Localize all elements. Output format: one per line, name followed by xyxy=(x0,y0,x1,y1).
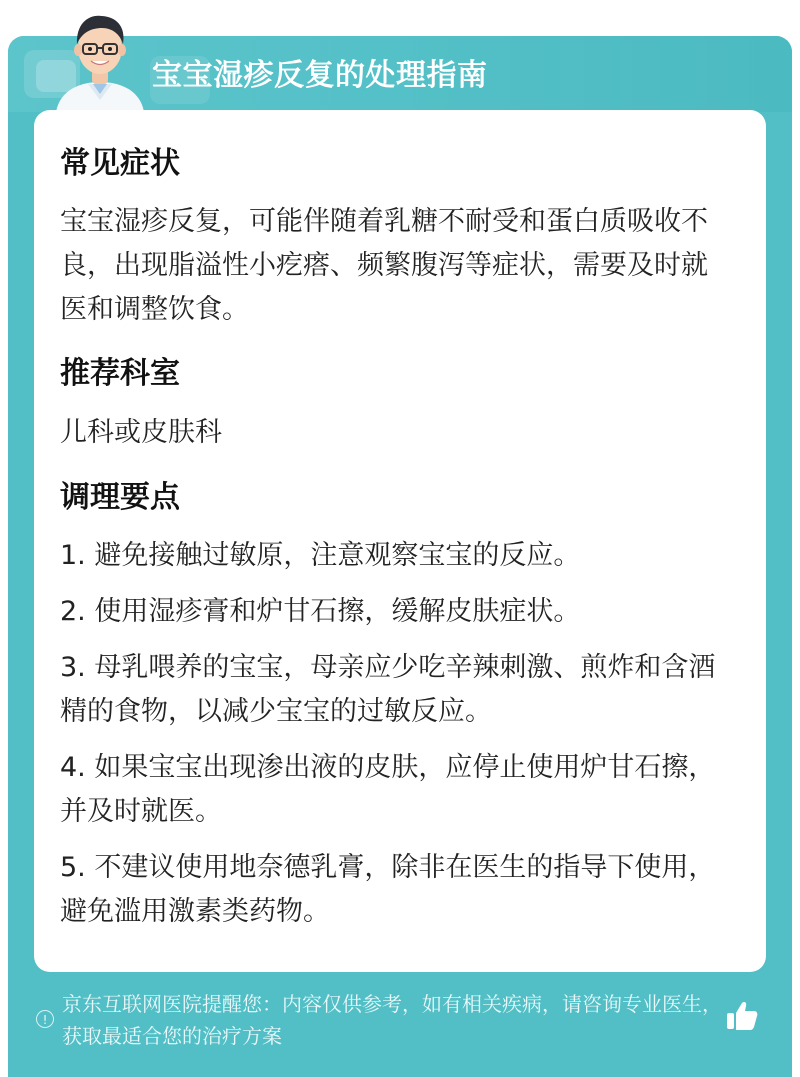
doctor-avatar xyxy=(46,4,154,112)
symptoms-text: 宝宝湿疹反复，可能伴随着乳糖不耐受和蛋白质吸收不良，出现脂溢性小疙瘩、频繁腹泻等症状，需要及时就医和调整饮食。 xyxy=(60,206,708,325)
info-circle-icon: ! xyxy=(36,1010,54,1028)
care-item: 5. 不建议使用地奈德乳膏，除非在医生的指导下使用，避免滥用激素类药物。 xyxy=(60,852,716,927)
page-title: 宝宝湿疹反复的处理指南 xyxy=(152,58,488,93)
department-text: 儿科或皮肤科 xyxy=(60,417,222,448)
care-item: 2. 使用湿疹膏和炉甘石擦，缓解皮肤症状。 xyxy=(60,596,581,627)
thumbs-up-icon[interactable] xyxy=(724,998,760,1034)
care-item: 1. 避免接触过敏原，注意观察宝宝的反应。 xyxy=(60,540,581,571)
footer-disclaimer: 京东互联网医院提醒您：内容仅供参考，如有相关疾病，请咨询专业医生，获取最适合您的治疗方案 xyxy=(62,992,722,1048)
care-item: 4. 如果宝宝出现渗出液的皮肤，应停止使用炉甘石擦，并及时就医。 xyxy=(60,752,716,827)
section-title-care: 调理要点 xyxy=(60,480,180,515)
section-title-symptoms: 常见症状 xyxy=(60,146,180,181)
section-title-department: 推荐科室 xyxy=(60,356,180,391)
care-item: 3. 母乳喂养的宝宝，母亲应少吃辛辣刺激、煎炸和含酒精的食物，以减少宝宝的过敏反应。 xyxy=(60,652,716,727)
